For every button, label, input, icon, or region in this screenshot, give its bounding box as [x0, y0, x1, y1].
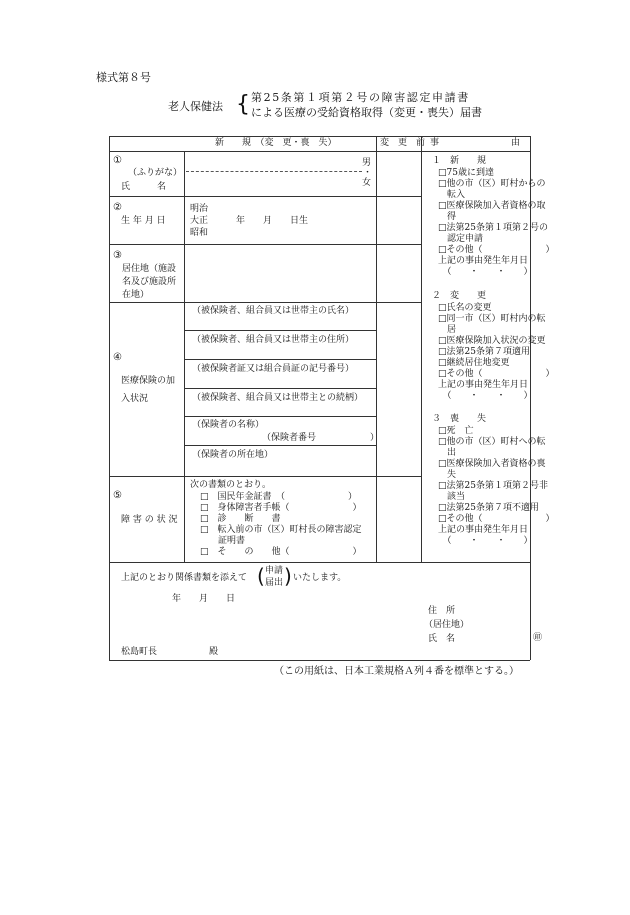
insured-name-field: （被保険者、組合員又は世帯主の氏名） — [192, 306, 355, 316]
sex-female: 女 — [362, 178, 372, 188]
insurer-name-field: （保険者の名称） — [192, 420, 265, 430]
submission-statement-end: いたします。 — [293, 573, 347, 583]
reason-new-item: □その他（ ） — [438, 245, 555, 255]
reason-new-item: □医療保険加入者資格の取 — [438, 201, 546, 211]
reason-loss-title: ３ 喪 失 — [432, 414, 487, 424]
reason-new-item: □法第25条第１項第２号の — [438, 223, 548, 233]
title-law: 老人保健法 — [168, 100, 223, 113]
residence-label-2: 名及び施設所 — [122, 277, 177, 287]
reason-new-item: 転入 — [438, 190, 466, 200]
era-taisho: 大正 — [190, 216, 209, 226]
title-line1: 第25条第１項第２号の障害認定申請書 — [251, 91, 470, 104]
name-label: 氏 名 — [121, 182, 167, 192]
birthdate-ymd: 年 月 日生 — [236, 216, 309, 226]
row2-number: ② — [113, 202, 122, 213]
header-change-before: 変 更 前 — [380, 138, 426, 148]
reason-loss-item: 出 — [438, 448, 457, 458]
reason-change-item: □法第25条第７項適用 — [438, 347, 530, 357]
sex-male: 男 — [362, 158, 372, 168]
relationship-field: （被保険者、組合員又は世帯主との続柄） — [192, 393, 364, 403]
documents-intro: 次の書類のとおり。 — [190, 480, 272, 490]
choice-paren-left: ( — [257, 564, 265, 588]
sex-dot: ・ — [363, 168, 373, 178]
reason-change-item: □医療保険加入状況の変更 — [438, 336, 546, 346]
submission-date: 年 月 日 — [172, 594, 236, 604]
reason-change-item: □その他（ ） — [438, 369, 555, 379]
reason-change-item: □同一市（区）町村内の転 — [438, 314, 546, 324]
insurer-number-field: （保険者番号 ） — [262, 433, 380, 443]
reason-new-item: 得 — [438, 212, 457, 222]
applicant-name-label: 氏 名 — [428, 634, 456, 644]
reason-loss-item: 失 — [438, 470, 457, 480]
furigana-label: （ふりがな） — [128, 168, 183, 178]
reason-new-item: □75歳に到達 — [438, 168, 494, 178]
reason-change-item: 居 — [438, 325, 457, 335]
insurance-card-number-field: （被保険者証又は組合員証の記号番号） — [192, 364, 355, 374]
reason-change-item: □継続居住地変更 — [438, 358, 510, 368]
row3-number: ③ — [113, 250, 122, 261]
reason-loss-date: （ ・ ・ ） — [438, 536, 533, 546]
insured-address-field: （被保険者、組合員又は世帯主の住所） — [192, 335, 355, 345]
mayor-honorific: 殿 — [209, 647, 219, 657]
era-meiji: 明治 — [190, 204, 209, 214]
doc-disability-handbook: □ 身体障害者手帳（ ） — [200, 503, 362, 513]
choice-application: 申請 — [265, 566, 284, 576]
doc-pension-certificate: □ 国民年金証書 （ ） — [200, 492, 358, 502]
reason-change-date: （ ・ ・ ） — [438, 391, 533, 401]
row5-number: ⑤ — [113, 490, 122, 501]
reason-loss-item: □その他（ ） — [438, 514, 555, 524]
form-number: 様式第８号 — [96, 71, 151, 84]
submission-statement: 上記のとおり関係書類を添えて — [121, 573, 248, 583]
reason-loss-item: □死 亡 — [438, 426, 474, 436]
mayor-label: 松島町長 — [121, 647, 158, 657]
choice-notification: 届出 — [265, 578, 284, 588]
reason-change-date-label: 上記の事由発生年月日 — [438, 380, 529, 390]
reason-loss-date-label: 上記の事由発生年月日 — [438, 525, 529, 535]
row1-number: ① — [113, 155, 122, 166]
residence-label: （居住地） — [424, 620, 470, 630]
reason-loss-item: □法第25条第１項第２号非 — [438, 481, 548, 491]
reason-change-item: □氏名の変更 — [438, 303, 492, 313]
reason-new-title: １ 新 規 — [432, 156, 487, 166]
reason-new-date: （ ・ ・ ） — [438, 267, 533, 277]
doc-transfer-certification: □ 転入前の市（区）町村長の障害認定 — [200, 525, 362, 535]
address-label: 住 所 — [428, 606, 456, 616]
era-showa: 昭和 — [190, 228, 209, 238]
doc-other: □ そ の 他（ ） — [200, 547, 362, 557]
reason-loss-item: □法第25条第７項不適用 — [438, 503, 539, 513]
reason-loss-item: 該当 — [438, 492, 466, 502]
reason-change-title: ２ 変 更 — [432, 291, 487, 301]
reason-loss-item: □他の市（区）町村への転 — [438, 437, 546, 447]
insurance-label-2: 入状況 — [121, 394, 149, 404]
header-reason: 事 由 — [430, 138, 521, 148]
reason-new-item: 認定申請 — [438, 234, 484, 244]
title-line2: による医療の受給資格取得（変更・喪失）届書 — [251, 106, 482, 119]
residence-label-3: 在地） — [122, 290, 150, 300]
insurer-address-field: （保険者の所在地） — [192, 450, 274, 460]
doc-medical-certificate: □ 診 断 書 — [200, 514, 281, 524]
reason-new-date-label: 上記の事由発生年月日 — [438, 256, 529, 266]
paper-size-note: （この用紙は、日本工業規格Ａ列４番を標準とする。） — [274, 666, 519, 677]
reason-new-item: □他の市（区）町村からの — [438, 179, 546, 189]
row4-number: ④ — [113, 352, 122, 363]
insurance-label-1: 医療保険の加 — [121, 376, 176, 386]
choice-paren-right: ) — [284, 564, 292, 588]
residence-label-1: 居住地（施設 — [122, 264, 177, 274]
reason-loss-item: □医療保険加入者資格の喪 — [438, 459, 546, 469]
header-new: 新 規 （変 更・喪 失） — [215, 138, 337, 148]
doc-transfer-certification-cont: 証明書 — [200, 536, 246, 546]
birthdate-label: 生 年 月 日 — [121, 216, 166, 226]
disability-label: 障 害 の 状 況 — [121, 515, 178, 525]
title-brace: { — [236, 92, 250, 117]
seal-mark: ㊞ — [533, 633, 543, 643]
